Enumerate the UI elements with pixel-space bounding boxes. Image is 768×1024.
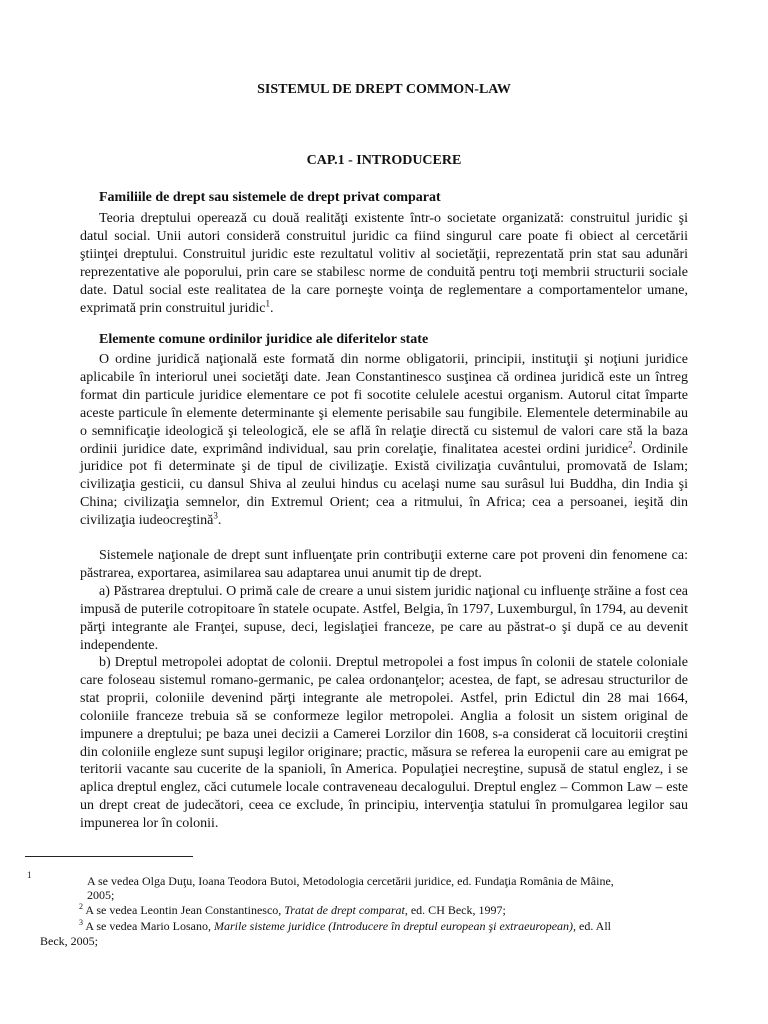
footnote-3-continuation: Beck, 2005; [40, 934, 98, 948]
footnote-3-number: 3 [79, 918, 83, 927]
paragraph-text: O ordine juridică naţională este formată din norme obligatorii, principii, instituţii şi noţiuni juridice aplicabile în interiorul unei societăţi date. Jean Constantinesco susţinea că ordinea juridică este un întreg format din particule juridice elementare ce pot fi socotite celulele acestui organism. Autorul citat împarte aceste particule în elemente determinante şi elemente perisabile sau fungibile. Elementele determinabile au o semnificaţie ideologică şi teleologică, ele se află în relaţie directă cu sistemul de valori care stă la baza ordinii juridice date, exprimând individual, sau prin corelaţie, finalitatea acestei ordini juridice [80, 352, 688, 457]
footnote-3-text: A se vedea Mario Losano, [85, 919, 214, 933]
paragraph-external-influences: Sistemele naţionale de drept sunt influenţate prin contribuţii externe care pot proveni din fenomene ca: păstrarea, exportarea, asimilarea sau adaptarea unui anumit tip de drept. [80, 548, 688, 581]
footnote-2-number: 2 [79, 902, 83, 911]
footnote-2-book-title: Tratat de drept comparat [284, 903, 405, 917]
paragraph-national-order [80, 351, 688, 530]
paragraph-text: . Ordinile juridice pot fi determinate şi de tipul de civilizaţie. Există civilizaţia cuvântului, promovată de Islam; civilizaţia gesticii, cu dansul Shiva al zeului hindus cu acelaşi nume sau surâsul lui Buddha, din India şi China; civilizaţia semnelor, din Extremul Orient; cea a ritmului, în Africa; cea a persoanei, ieşită din civilizaţia iudeocreştină [80, 441, 688, 529]
paragraph-legal-theory [80, 210, 688, 317]
paragraph-text: Teoria dreptului operează cu două realităţi existente într-o societate organizată: construitul juridic şi datul social. Unii autori consideră construitul juridic ca fiind singurul care poate fi obiect al cercetării ştiinţei dreptului. Construitul juridic este rezultatul volitiv al societăţii, reprezentată prin stat sau adunări reprezentative ale poporului, prin care se stabilesc norme de conduită pentru toţi membrii structurii sociale date. Datul social este realitatea de la care porneşte voinţa de reglementare a comportamentelor umane, exprimată prin construitul juridic [80, 211, 688, 316]
footnote-1-number: 1 [27, 870, 32, 880]
footnote-1-continuation: 2005; [87, 888, 115, 902]
footnote-3-publisher: , ed. All [573, 919, 612, 933]
paragraph-tail: . [217, 513, 222, 529]
paragraph-law-preservation: a) Păstrarea dreptului. O primă cale de creare a unui sistem juridic naţional cu influenţe străine a fost cea impusă de puterile cotropitoare în statele ocupate. Astfel, Belgia, în 1797, Luxemburgul, în 1794, au devenit părţi integrante ale Franţei, supuse, deci, legislaţiei franceze, pe care au păstrat-o şi după ce au devenit independente. [80, 584, 688, 653]
paragraph-tail: . [269, 300, 274, 316]
paragraph-metropolis-law: b) Dreptul metropolei adoptat de colonii. Dreptul metropolei a fost impus în colonii de statele coloniale care foloseau sistemul romano-germanic, pe calea ordonanţelor; acestea, de fapt, se adresau structurilor de stat proprii, coloniile devenind părţi integrante ale metropolei. Astfel, prin Edictul din 28 mai 1664, coloniile franceze trebuia să se conformeze legilor metropolei. Anglia a folosit un sistem original de impunere a dreptului; pe baza unei decizii a Camerei Lorzilor din 1608, s-a considerat că locuitorii creştini din coloniile engleze sunt supuşi legilor originare; practic, măsura se referea la europenii care au emigrat pe teritorii vacante sau cucerite de la spanioli, în America. Populaţiei necreştine, supusă de statul englez, i se aplica dreptul englez, căci cutumele locale contraveneau decalogului. Dreptul englez – Common Law – este un drept creat de judecători, ceea ce exclude, în principiu, intervenţia statului în promulgarea legilor sau impunerea lor în colonii. [80, 655, 688, 832]
footnote-ref-1[interactable]: 1 [265, 297, 270, 308]
footnote-ref-3[interactable]: 3 [213, 510, 218, 521]
footnote-1 [87, 874, 687, 889]
footnote-2 [79, 903, 699, 918]
footnote-2-text: A se vedea Leontin Jean Constantinesco, [85, 903, 285, 917]
chapter-title: CAP.1 - INTRODUCERE [306, 153, 462, 168]
footnote-3 [79, 919, 699, 934]
section-heading-common-elements: Elemente comune ordinilor juridice ale diferitelor state [99, 332, 429, 347]
footnote-1-text: A se vedea Olga Duţu, Ioana Teodora Butoi, Metodologia cercetării juridice, ed. Fundaţia România de Mâine, [87, 874, 614, 888]
footnote-separator [25, 856, 193, 857]
section-heading-families: Familiile de drept sau sistemele de drept privat comparat [99, 190, 441, 205]
footnote-ref-2[interactable]: 2 [628, 438, 633, 449]
footnote-3-book-title: Marile sisteme juridice (Introducere în dreptul european şi extraeuropean) [213, 919, 574, 933]
document-title: SISTEMUL DE DREPT COMMON-LAW [257, 82, 511, 97]
footnote-2-publisher: , ed. CH Beck, 1997; [404, 903, 506, 917]
